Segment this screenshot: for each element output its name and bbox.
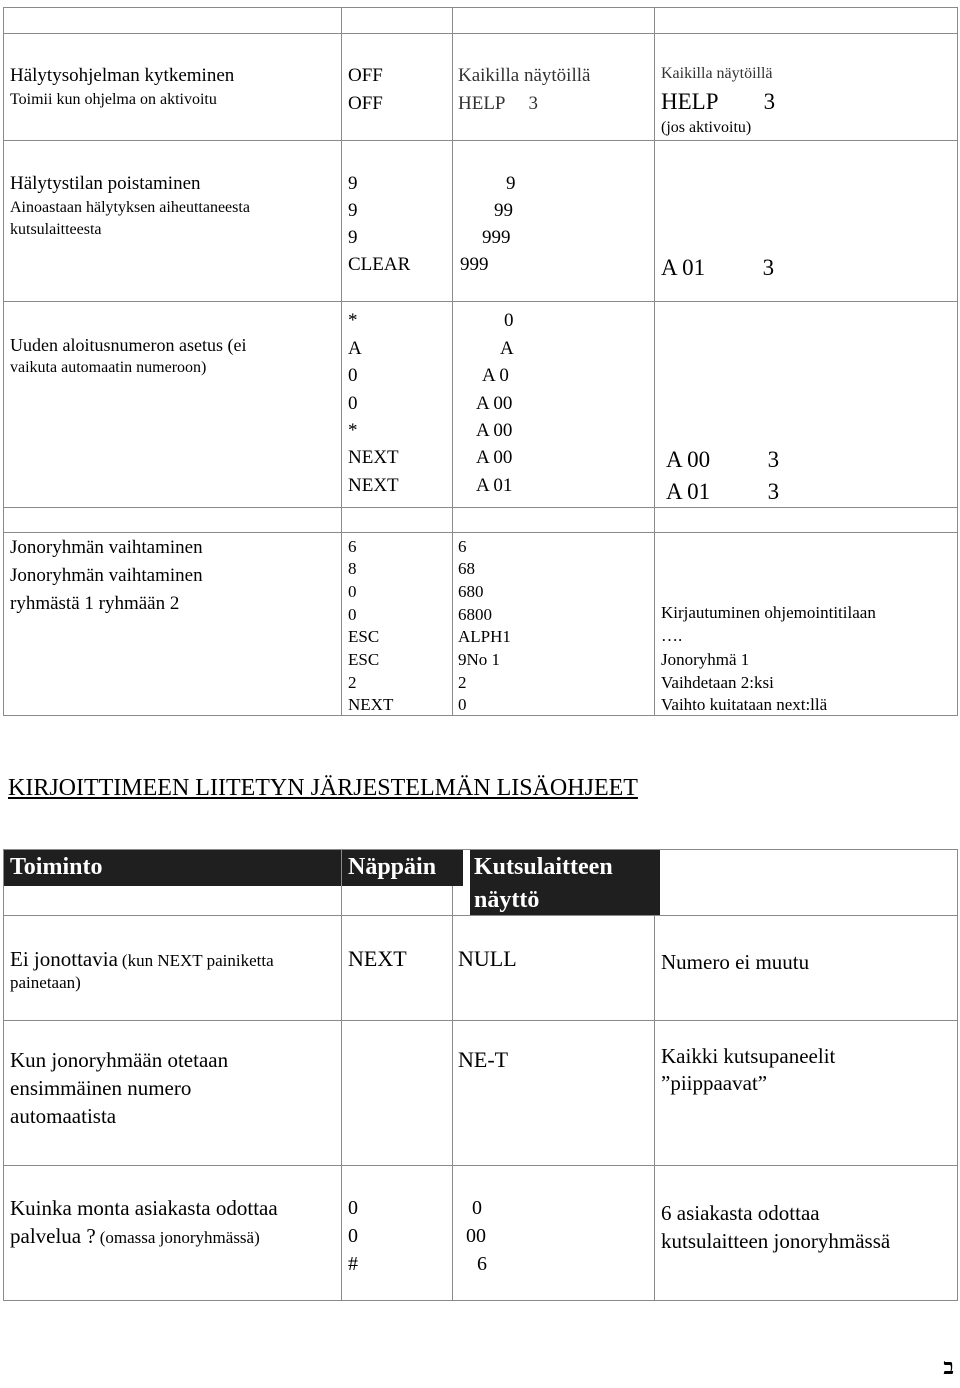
row4-key-4: 0 [348,605,357,624]
top-blank-cell-3 [452,7,655,34]
t2-rowC-disp-2: 00 [466,1225,486,1247]
row2-func-line3: kutsulaitteesta [10,221,102,238]
row4-screen-3: Jonoryhmä 1 [661,650,750,669]
row4-disp-3: 680 [458,582,484,601]
row4-func-cell [3,532,342,716]
row4-func-line1: Jonoryhmän vaihtaminen [10,537,203,558]
t2-rowA-key: NEXT [348,946,407,971]
row3-disp-4: A 00 [476,393,513,414]
row1-disp-2: HELP 3 [458,93,539,114]
row4-key-5: ESC [348,627,380,646]
row2-disp-cell [452,140,655,302]
row3-func-line2: vaikuta automaatin numeroon) [10,359,207,376]
row3-key-4: 0 [348,393,358,414]
t2-header-keys: Näppäin [348,854,437,880]
row1-key-2: OFF [348,93,383,114]
row3-disp-7: A 01 [476,475,513,496]
row4-disp-1: 6 [458,537,467,556]
row4-disp-8: 0 [458,695,467,714]
row3-disp-5: A 00 [476,420,513,441]
t2-rowB-func-line1: Kun jonoryhmään otetaan [10,1048,229,1072]
row2-disp-1: 9 [506,173,516,194]
t2-rowC-key-3: # [348,1253,358,1275]
t2-rowC-func-line2 [10,1226,260,1247]
t2-header-disp-1: Kutsulaitteen [474,854,613,880]
t2-header-disp-2: näyttö [474,887,540,913]
spacer-cell-2 [341,507,453,533]
row2-func-line2: Ainoastaan hälytyksen aiheuttaneesta [10,199,250,216]
t2-rowB-screen-2: ”piippaavat” [661,1071,768,1095]
row2-key-1: 9 [348,173,358,194]
row1-disp-cell [452,33,655,141]
row1-func-line2: Toimii kun ohjelma on aktivoitu [10,91,217,108]
row4-disp-2: 68 [458,559,475,578]
top-blank-cell-2 [341,7,453,34]
row1-screen-1: Kaikilla näytöillä [661,65,773,82]
t2-rowA-func-line2: painetaan) [10,973,81,992]
row3-screen-1: A 00 3 [666,447,780,472]
row4-key-8: NEXT [348,695,394,714]
t2-rowA-func-note: (kun NEXT painiketta [121,951,274,970]
t2-rowA-func-line1 [10,949,274,970]
row3-key-1: * [348,310,358,331]
row3-disp-2: A [500,338,514,359]
row2-key-3: 9 [348,227,358,248]
row3-disp-1: 0 [504,310,514,331]
t2-rowB-screen-1: Kaikki kutsupaneelit [661,1044,836,1068]
row2-screen-1: A 01 3 [661,255,775,280]
row2-disp-3: 999 [482,227,511,248]
row4-key-2: 8 [348,559,357,578]
row2-key-2: 9 [348,200,358,221]
row4-key-3: 0 [348,582,357,601]
row3-key-6: NEXT [348,447,399,468]
row1-disp-1: Kaikilla näytöillä [458,65,591,86]
t2-rowC-screen-2: kutsulaitteen jonoryhmässä [661,1229,891,1253]
row2-disp-2: 99 [494,200,513,221]
t2-header-func: Toiminto [10,854,103,880]
row3-key-7: NEXT [348,475,399,496]
t2-rowA-disp: NULL [458,946,517,971]
t2-rowB-disp: NE-T [458,1047,509,1072]
row3-screen-cell [654,301,958,508]
t2-header-screen-cell [654,849,958,916]
t2-rowA-screen: Numero ei muutu [661,950,810,974]
spacer-cell-3 [452,507,655,533]
section-title: KIRJOITTIMEEN LIITETYN JÄRJESTELMÄN LISÄOHJEET [8,775,638,801]
row2-keys-cell [341,140,453,302]
t2-rowC-func-main: palvelua ? [10,1224,96,1248]
t2-rowB-disp-cell [452,1020,655,1166]
t2-rowB-func-line2: ensimmäinen numero [10,1076,192,1100]
row3-disp-6: A 00 [476,447,513,468]
row1-keys-cell [341,33,453,141]
row1-screen-2: HELP 3 [661,89,776,114]
row1-key-1: OFF [348,65,383,86]
row3-key-5: * [348,420,358,441]
row4-screen-5: Vaihto kuitataan next:llä [661,695,828,714]
row4-disp-cell [452,532,655,716]
t2-rowB-keys-cell [341,1020,453,1166]
t2-rowC-screen-1: 6 asiakasta odottaa [661,1201,820,1225]
row4-disp-7: 2 [458,673,467,692]
row4-key-6: ESC [348,650,380,669]
row4-screen-1: Kirjautuminen ohjemointitilaan [661,603,876,622]
row4-key-1: 6 [348,537,357,556]
row4-func-line3: ryhmästä 1 ryhmään 2 [10,593,180,614]
row2-key-4: CLEAR [348,254,411,275]
row3-func-cell [3,301,342,508]
t2-rowC-disp-1: 0 [472,1197,482,1219]
t2-rowC-key-2: 0 [348,1225,358,1247]
spacer-cell-1 [3,507,342,533]
row4-key-7: 2 [348,673,357,692]
t2-rowA-func-main: Ei jonottavia [10,947,118,971]
t2-rowB-func-line3: automaatista [10,1104,117,1128]
row3-key-2: A [348,338,362,359]
row3-screen-2: A 01 3 [666,479,780,504]
row3-disp-3: A 0 [482,365,509,386]
row1-func-cell [3,33,342,141]
t2-rowC-func-line1: Kuinka monta asiakasta odottaa [10,1196,278,1220]
row4-screen-4: Vaihdetaan 2:ksi [661,673,774,692]
t2-rowC-disp-3: 6 [477,1253,487,1275]
row4-disp-4: 6800 [458,605,492,624]
t2-rowC-key-1: 0 [348,1197,358,1219]
row4-disp-6: 9No 1 [458,650,501,669]
row1-func-line1: Hälytysohjelman kytkeminen [10,65,235,86]
row4-func-line2: Jonoryhmän vaihtaminen [10,565,203,586]
t2-rowC-func-note: (omassa jonoryhmässä) [99,1228,260,1247]
row2-func-line1: Hälytystilan poistaminen [10,173,201,194]
top-blank-cell-1 [3,7,342,34]
row3-func-line1: Uuden aloitusnumeron asetus (ei [10,335,247,355]
row4-keys-cell [341,532,453,716]
row4-screen-2: …. [661,626,683,645]
page-number: ב [943,1354,954,1379]
row1-screen-3: (jos aktivoitu) [661,119,752,136]
row4-disp-5: ALPH1 [458,627,511,646]
row3-key-3: 0 [348,365,358,386]
row2-disp-4: 999 [460,254,489,275]
